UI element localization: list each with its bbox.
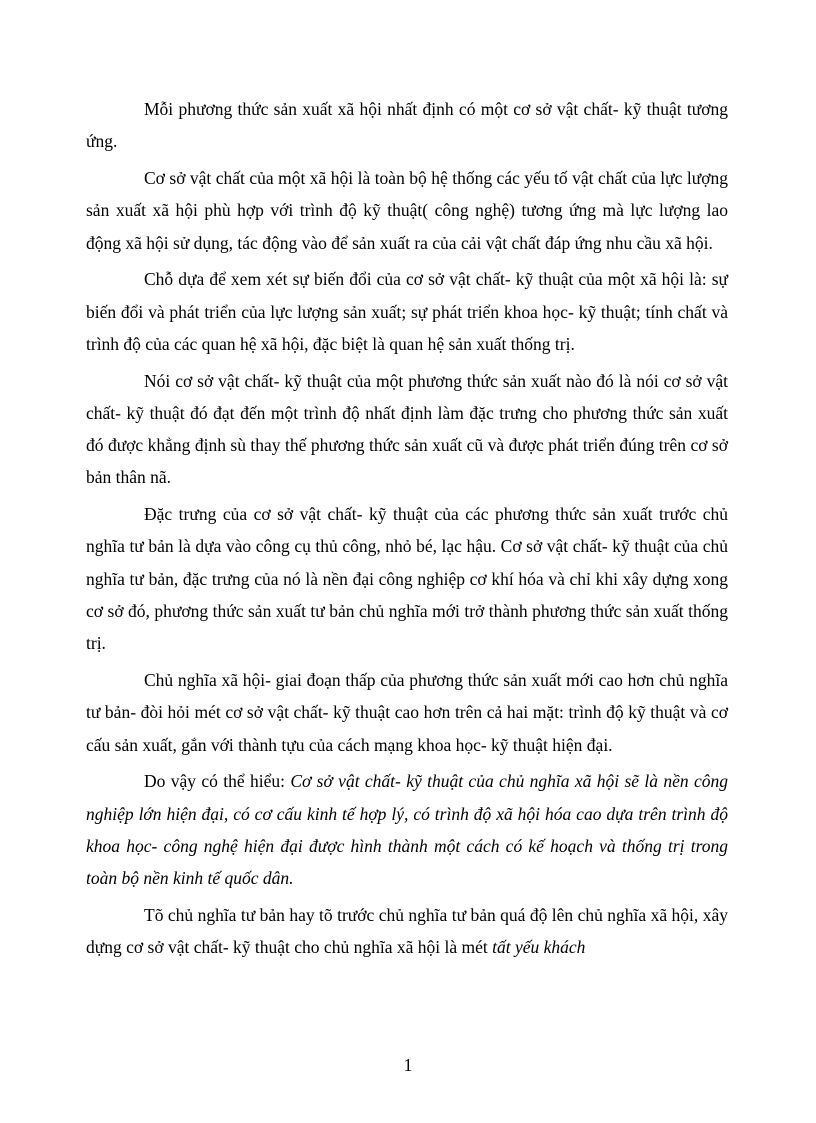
paragraph-8-lead: Tõ chủ nghĩa tư bản hay tõ trước chủ nghĩa tư bản quá độ lên chủ nghĩa xã hội, xây dựng cơ sở vật chất- kỹ thuật cho chủ nghĩa xã hội là mét: [86, 904, 728, 958]
paragraph-7-italic: Cơ sở vật chất- kỹ thuật của chủ nghĩa xã hội sẽ là nền công nghiệp lớn hiện đại, có cơ cấu kinh tế hợp lý, có trình độ xã hội hóa cao dựa trên trình độ khoa học- công nghệ hiện đại được hình thành một cách có kế hoạch và thống trị trong toàn bộ nền kinh tế quốc dân.: [86, 771, 728, 889]
paragraph-8: [86, 899, 728, 964]
page-number: 1: [403, 1055, 413, 1075]
paragraph-2: Cơ sở vật chất của một xã hội là toàn bộ hệ thống các yếu tố vật chất của lực lượng sản xuất xã hội phù hợp với trình độ kỹ thuật( công nghệ) tương ứng mà lực lượng lao động xã hội sử dụng, tác động vào để sản xuất ra của cải vật chất đáp ứng nhu cầu xã hội.: [86, 167, 728, 253]
paragraph-6: Chủ nghĩa xã hội- giai đoạn thấp của phương thức sản xuất mới cao hơn chủ nghĩa tư bản- đòi hỏi mét cơ sở vật chất- kỹ thuật cao hơn trên cả hai mặt: trình độ kỹ thuật và cơ cấu sản xuất, gắn với thành tựu của cách mạng khoa học- kỹ thuật hiện đại.: [86, 670, 728, 755]
paragraph-5: Đặc trưng của cơ sở vật chất- kỹ thuật của các phương thức sản xuất trước chủ nghĩa tư bản là dựa vào công cụ thủ công, nhỏ bé, lạc hậu. Cơ sở vật chất- kỹ thuật của chủ nghĩa tư bản, đặc trưng của nó là nền đại công nghiệp cơ khí hóa và chỉ khi xây dựng xong cơ sở đó, phương thức sản xuất tư bản chủ nghĩa mới trở thành phương thức sản xuất thống trị.: [86, 504, 728, 654]
paragraph-8-italic: tất yếu khách: [492, 937, 586, 958]
paragraph-1: Mỗi phương thức sản xuất xã hội nhất định có một cơ sở vật chất- kỹ thuật tương ứng.: [86, 99, 728, 152]
paragraph-7: [86, 765, 728, 894]
paragraph-3: Chỗ dựa để xem xét sự biến đổi của cơ sở vật chất- kỹ thuật của một xã hội là: sự biến đổi và phát triển của lực lượng sản xuất; sự phát triển khoa học- kỹ thuật; tính chất và trình độ của các quan hệ xã hội, đặc biệt là quan hệ sản xuất thống trị.: [86, 269, 728, 354]
paragraph-4: Nói cơ sở vật chất- kỹ thuật của một phương thức sản xuất nào đó là nói cơ sở vật chất- kỹ thuật đó đạt đến một trình độ nhất định làm đặc trưng cho phương thức sản xuất đó được khẳng định sù thay thế phương thức sản xuất cũ và được phát triển đúng trên cơ sở bản thân nã.: [86, 370, 728, 488]
document-body: [86, 93, 728, 963]
paragraph-7-lead: Do vậy có thể hiểu:: [144, 771, 291, 792]
